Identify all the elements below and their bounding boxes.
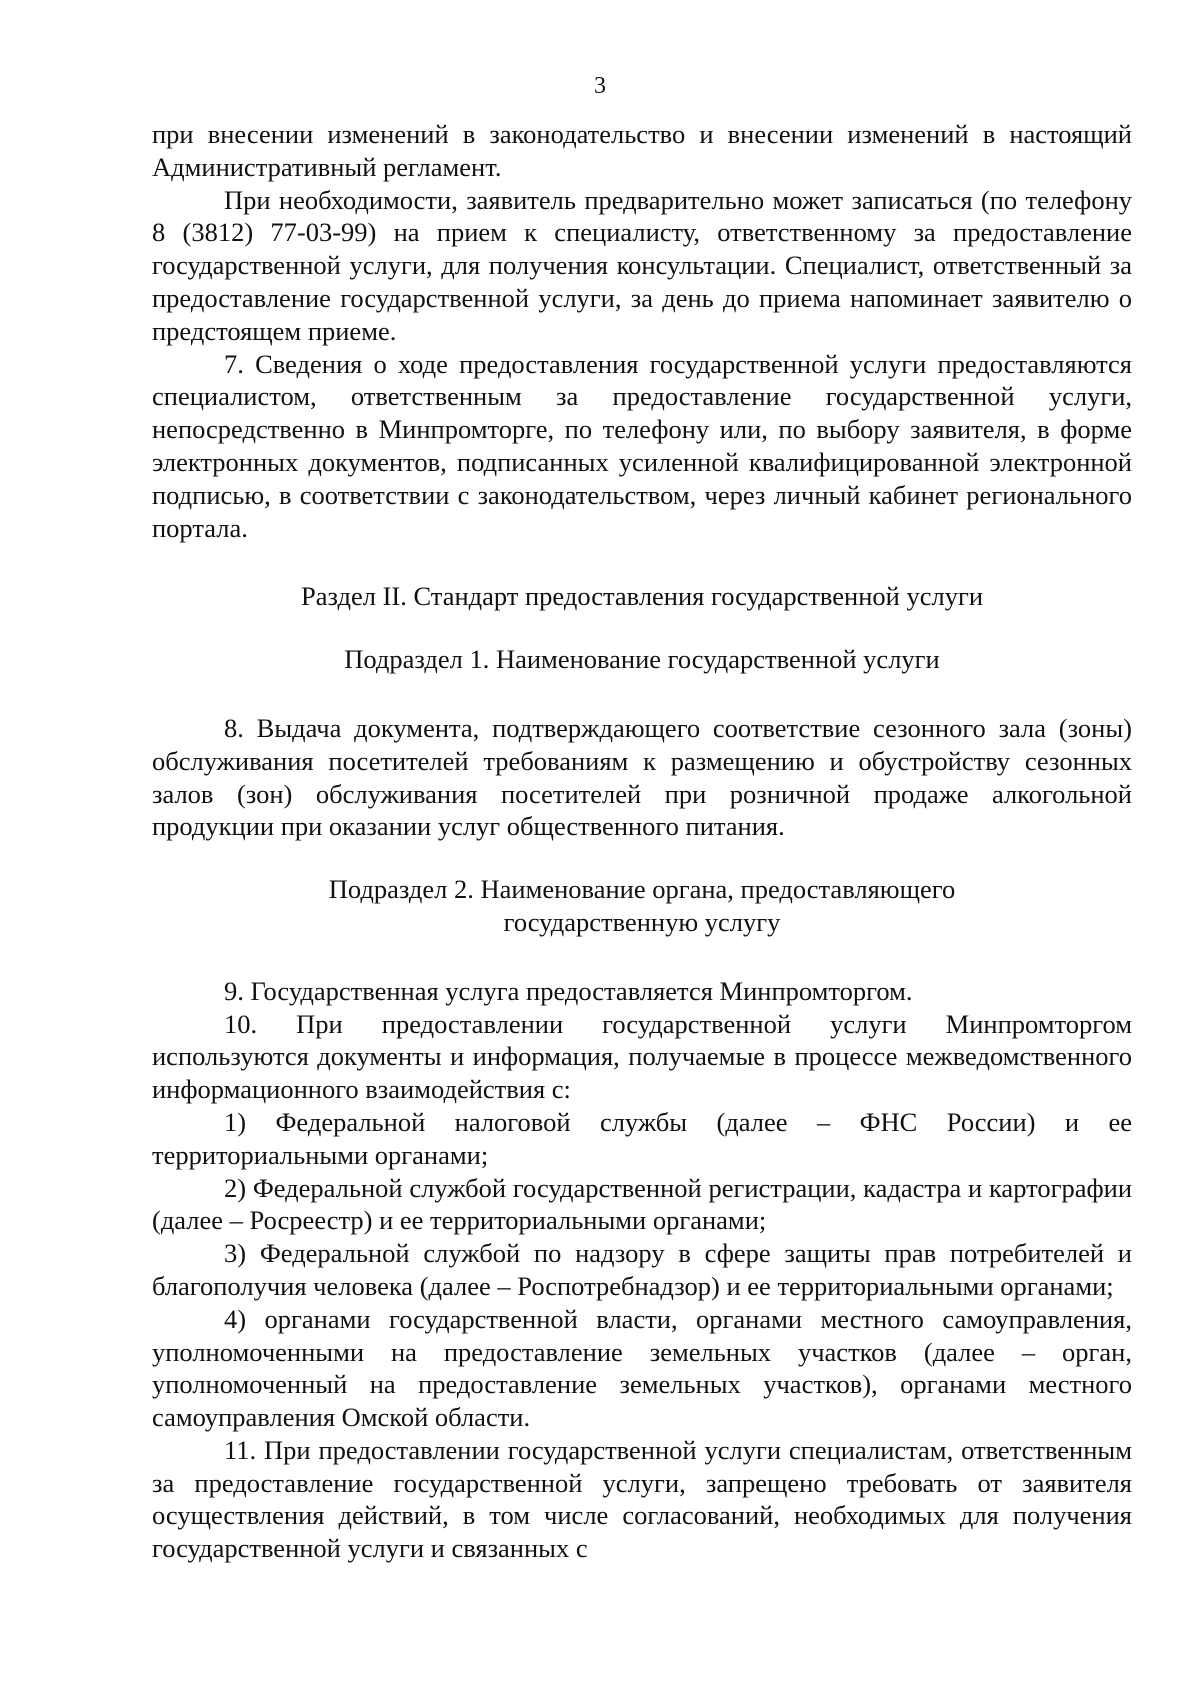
subsection-2-heading-line-1: Подраздел 2. Наименование органа, предоставляющего (328, 874, 956, 905)
paragraph-11: 11. При предоставлении государственной услуги специалистам, ответственным за предоставление государственной услуги, запрещено требовать от заявителя осуществления действий, в том числе согласований, необходимых для получения государственной услуги и связанных с (152, 1434, 1132, 1564)
paragraph-7: 7. Сведения о ходе предоставления государственной услуги предоставляются специалистом, ответственным за предоставление государственной услуги, непосредственно в Минпромторге, по телефону или, по выбору заявителя, в форме электронных документов, подписанных усиленной квалифицированной электронной подписью, в соответствии с законодательством, через личный кабинет регионального портала. (152, 348, 1132, 543)
page-number: 3 (594, 73, 606, 99)
list-item-4: 4) органами государственной власти, органами местного самоуправления, уполномоченными на предоставление земельных участков (далее – орган, уполномоченный на предоставление земельных участков), органами местного самоуправления Омской области. (152, 1303, 1132, 1433)
paragraph-9: 9. Государственная услуга предоставляется Минпромторгом. (224, 975, 913, 1006)
subsection-2-heading-line-2: государственную услугу (503, 906, 781, 937)
subsection-2-heading (152, 873, 1132, 939)
subsection-1-heading: Подраздел 1. Наименование государственной услуги (344, 644, 940, 675)
list-item-3: 3) Федеральной службой по надзору в сфере защиты прав потребителей и благополучия человека (далее – Роспотребнадзор) и ее территориальными органами; (152, 1238, 1132, 1301)
paragraph-appointment: При необходимости, заявитель предварительно может записаться (по телефону 8 (3812) 77-03-99) на прием к специалисту, ответственному за предоставление государственной услуги, для получения консультации. Специалист, ответственный за предоставление государственной услуги, за день до приема напоминает заявителю о предстоящем приеме. (152, 184, 1132, 346)
section-heading: Раздел II. Стандарт предоставления государственной услуги (300, 581, 984, 612)
list-item-1: 1) Федеральной налоговой службы (далее – ФНС России) и ее территориальными органами; (152, 1106, 1132, 1170)
paragraph-10: 10. При предоставлении государственной услуги Минпромторгом используются документы и информация, получаемые в процессе межведомственного информационного взаимодействия с: (152, 1008, 1132, 1105)
paragraph-continuation: при внесении изменений в законодательство и внесении изменений в настоящий Административный регламент. (152, 119, 1132, 182)
document-body (152, 118, 1132, 1565)
list-item-2: 2) Федеральной службой государственной регистрации, кадастра и картографии (далее – Росреестр) и ее территориальными органами; (152, 1172, 1132, 1236)
paragraph-8: 8. Выдача документа, подтверждающего соответствие сезонного зала (зоны) обслуживания посетителей требованиям к размещению и обустройству сезонных залов (зон) обслуживания посетителей при розничной продаже алкогольной продукции при оказании услуг общественного питания. (152, 712, 1132, 842)
